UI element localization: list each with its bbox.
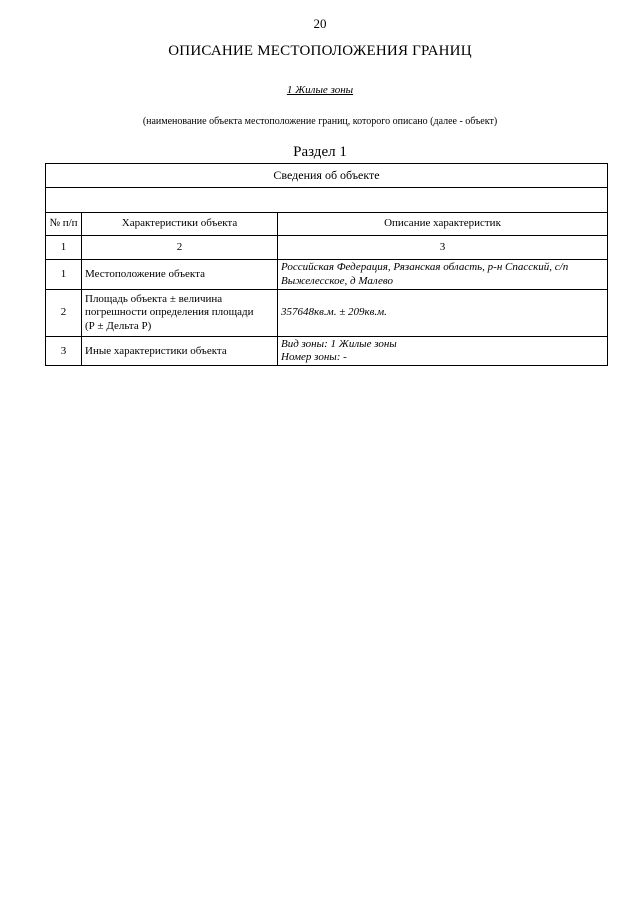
row-characteristic: Иные характеристики объекта: [82, 337, 278, 366]
characteristic-line: (Р ± Дельта Р): [85, 319, 152, 332]
table-row: [46, 337, 608, 366]
row-number: 3: [46, 337, 82, 366]
description-line: Номер зоны: -: [281, 351, 347, 364]
row-description: [278, 337, 608, 366]
column-number-row: [46, 236, 608, 260]
row-description: [278, 260, 608, 290]
document-title: ОПИСАНИЕ МЕСТОПОЛОЖЕНИЯ ГРАНИЦ: [168, 43, 472, 59]
row-characteristic: Местоположение объекта: [82, 260, 278, 290]
column-number-3: 3: [278, 236, 608, 260]
column-header-num: № п/п: [46, 213, 82, 236]
section-title: Раздел 1: [293, 144, 347, 160]
table-row: [46, 290, 608, 337]
row-number: 2: [46, 290, 82, 337]
row-number: 1: [46, 260, 82, 290]
description-line: 357648кв.м. ± 209кв.м.: [281, 306, 387, 319]
table-header: Сведения об объекте: [46, 164, 608, 188]
row-characteristic: [82, 290, 278, 337]
description-line: Вид зоны: 1 Жилые зоны: [281, 338, 397, 350]
description-line: Российская Федерация, Рязанская область, р-н Спасский, с/п: [281, 261, 569, 274]
page-number: 20: [313, 16, 327, 31]
object-caption: (наименование объекта местоположение границ, которого описано (далее - объект): [142, 116, 498, 127]
column-number-2: 2: [82, 236, 278, 260]
characteristic-line: погрешности определения площади: [85, 306, 254, 319]
column-number-1: 1: [46, 236, 82, 260]
characteristic-line: Площадь объекта ± величина: [85, 293, 223, 306]
table-blank-row: [46, 188, 608, 213]
column-header-characteristic: Характеристики объекта: [82, 213, 278, 236]
object-name-text: 1 Жилые зоны: [286, 84, 354, 96]
object-info-table: [45, 163, 608, 366]
column-header-row: [46, 213, 608, 236]
column-header-description: Описание характеристик: [278, 213, 608, 236]
object-name: [0, 84, 640, 96]
description-line: Выжелесское, д Малево: [281, 274, 393, 287]
row-description: [278, 290, 608, 337]
table-row: [46, 260, 608, 290]
